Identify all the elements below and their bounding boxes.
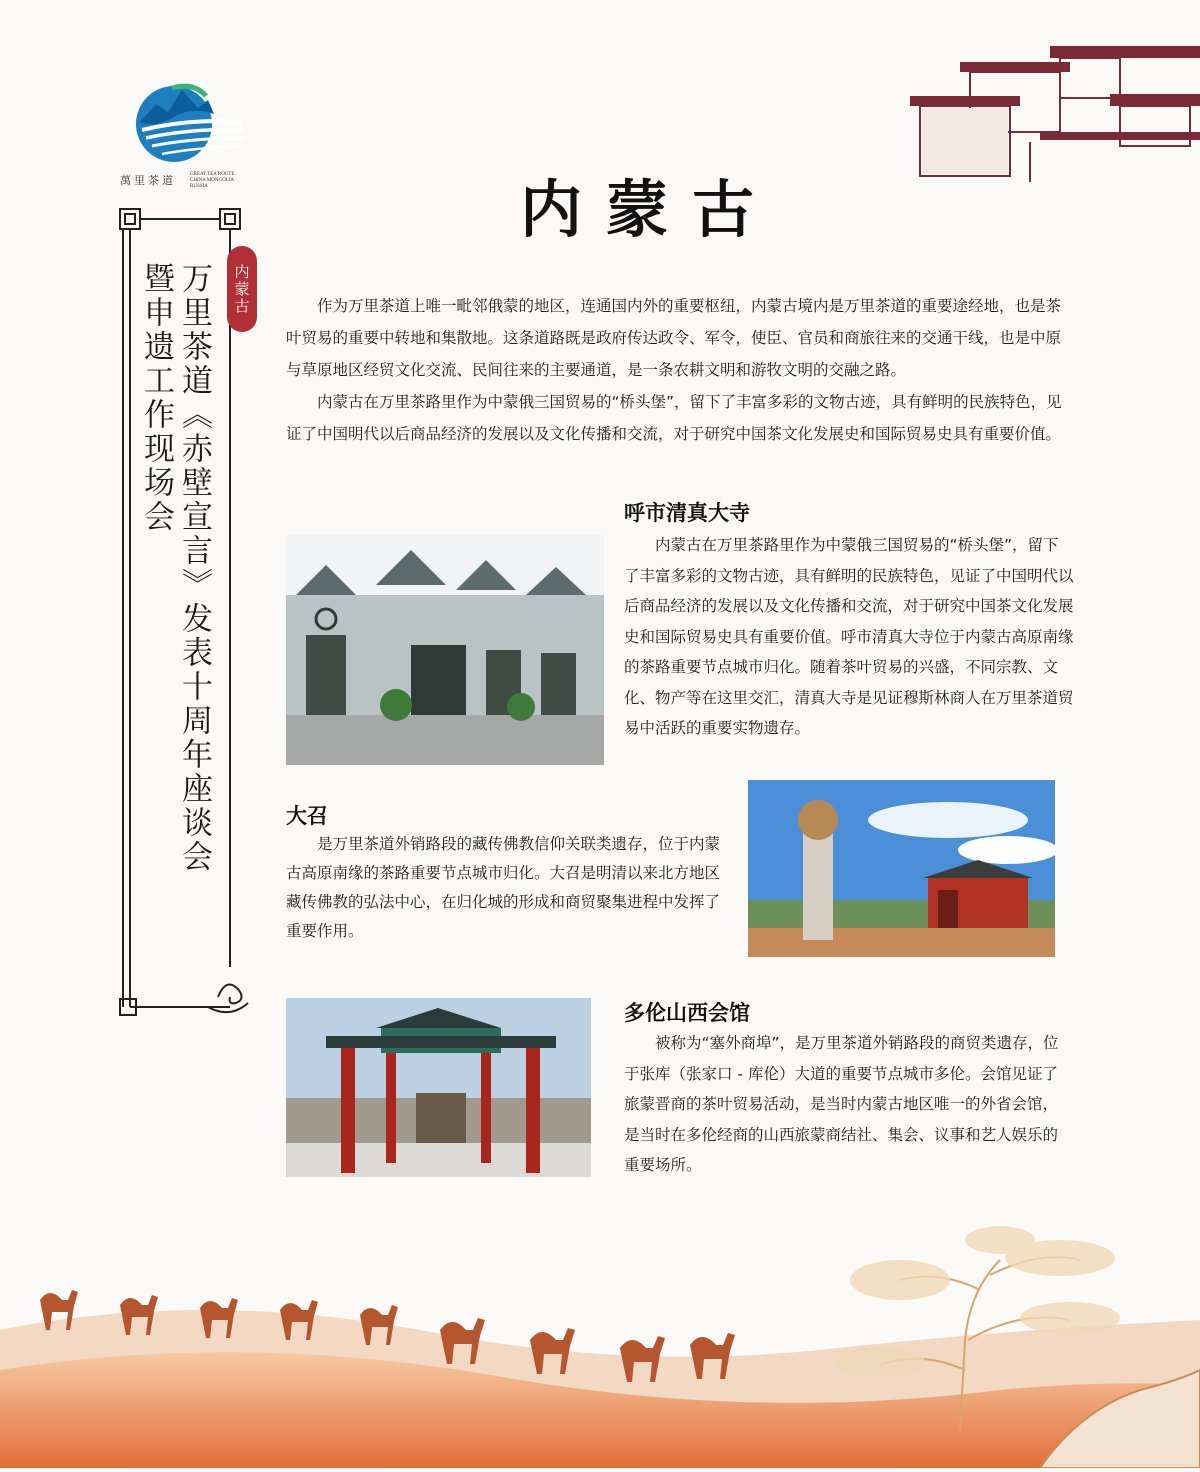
intro-paragraph-2: 内蒙古在万里茶路里作为中蒙俄三国贸易的“桥头堡”，留下了丰富多彩的文物古迹，具有鲜明的民族特色，见证了中国明代以后商品经济的发展以及文化传播和交流，对于研究中国茶文化发展史和国际贸易史具有重要价值。 bbox=[286, 393, 1062, 443]
logo-english-text: GREAT TEA ROUTE CHINA MONGOLIA RUSSIA bbox=[190, 172, 235, 189]
roof-decoration bbox=[910, 42, 1200, 182]
page-title: 内蒙古 bbox=[520, 173, 779, 246]
mosque-photo bbox=[286, 535, 604, 765]
duolun-text: 被称为“塞外商埠”，是万里茶道外销路段的商贸类遗存，位于张库（张家口 - 库伦）大道的重要节点城市多伦。会馆见证了旅蒙晋商的茶叶贸易活动，是当时内蒙古地区唯一的外省会馆，是当时在多伦经商的山西旅蒙商结社、集会、议事和艺人娱乐的重要场所。 bbox=[624, 1034, 1059, 1174]
mosque-text: 内蒙古在万里茶路里作为中蒙俄三国贸易的“桥头堡”，留下了丰富多彩的文物古迹，具有鲜明的民族特色，见证了中国明代以后商品经济的发展以及文化传播和交流，对于研究中国茶文化发展史和国际贸易史具有重要价值。呼市清真大寺位于内蒙古高原南缘的茶路重要节点城市归化。随着茶叶贸易的兴盛，不同宗教、文化、物产等在这里交汇，清真大寺是见证穆斯林商人在万里茶道贸易中活跃的重要实物遗存。 bbox=[624, 536, 1074, 737]
dazhao-photo bbox=[748, 780, 1055, 957]
intro-text bbox=[286, 290, 1066, 450]
region-tag: 内蒙古 bbox=[227, 246, 257, 332]
sidebar-title-line-1: 万里茶道《赤壁宣言》发表十周年座谈会 bbox=[176, 262, 212, 874]
duolun-heading: 多伦山西会馆 bbox=[624, 1001, 750, 1025]
dazhao-text: 是万里茶道外销路段的藏传佛教信仰关联类遗存，位于内蒙古高原南缘的茶路重要节点城市归化。大召是明清以来北方地区藏传佛教的弘法中心，在归化城的形成和商贸聚集进程中发挥了重要作用。 bbox=[286, 835, 721, 940]
desert-caravan-illustration bbox=[0, 1180, 1200, 1468]
mosque-heading: 呼市清真大寺 bbox=[624, 501, 750, 525]
logo-chinese-text: 萬里茶道 bbox=[120, 174, 176, 187]
dazhao-heading: 大召 bbox=[286, 804, 328, 828]
intro-paragraph-1: 作为万里茶道上唯一毗邻俄蒙的地区，连通国内外的重要枢纽，内蒙古境内是万里茶道的重要途经地，也是茶叶贸易的重要中转地和集散地。这条道路既是政府传达政令、军令，使臣、官员和商旅往来的交通干线，也是中原与草原地区经贸文化交流、民间往来的主要通道，是一条农耕文明和游牧文明的交融之路。 bbox=[286, 297, 1062, 379]
sidebar-title-line-2: 暨申遗工作现场会 bbox=[138, 262, 174, 534]
duolun-photo bbox=[286, 998, 591, 1177]
